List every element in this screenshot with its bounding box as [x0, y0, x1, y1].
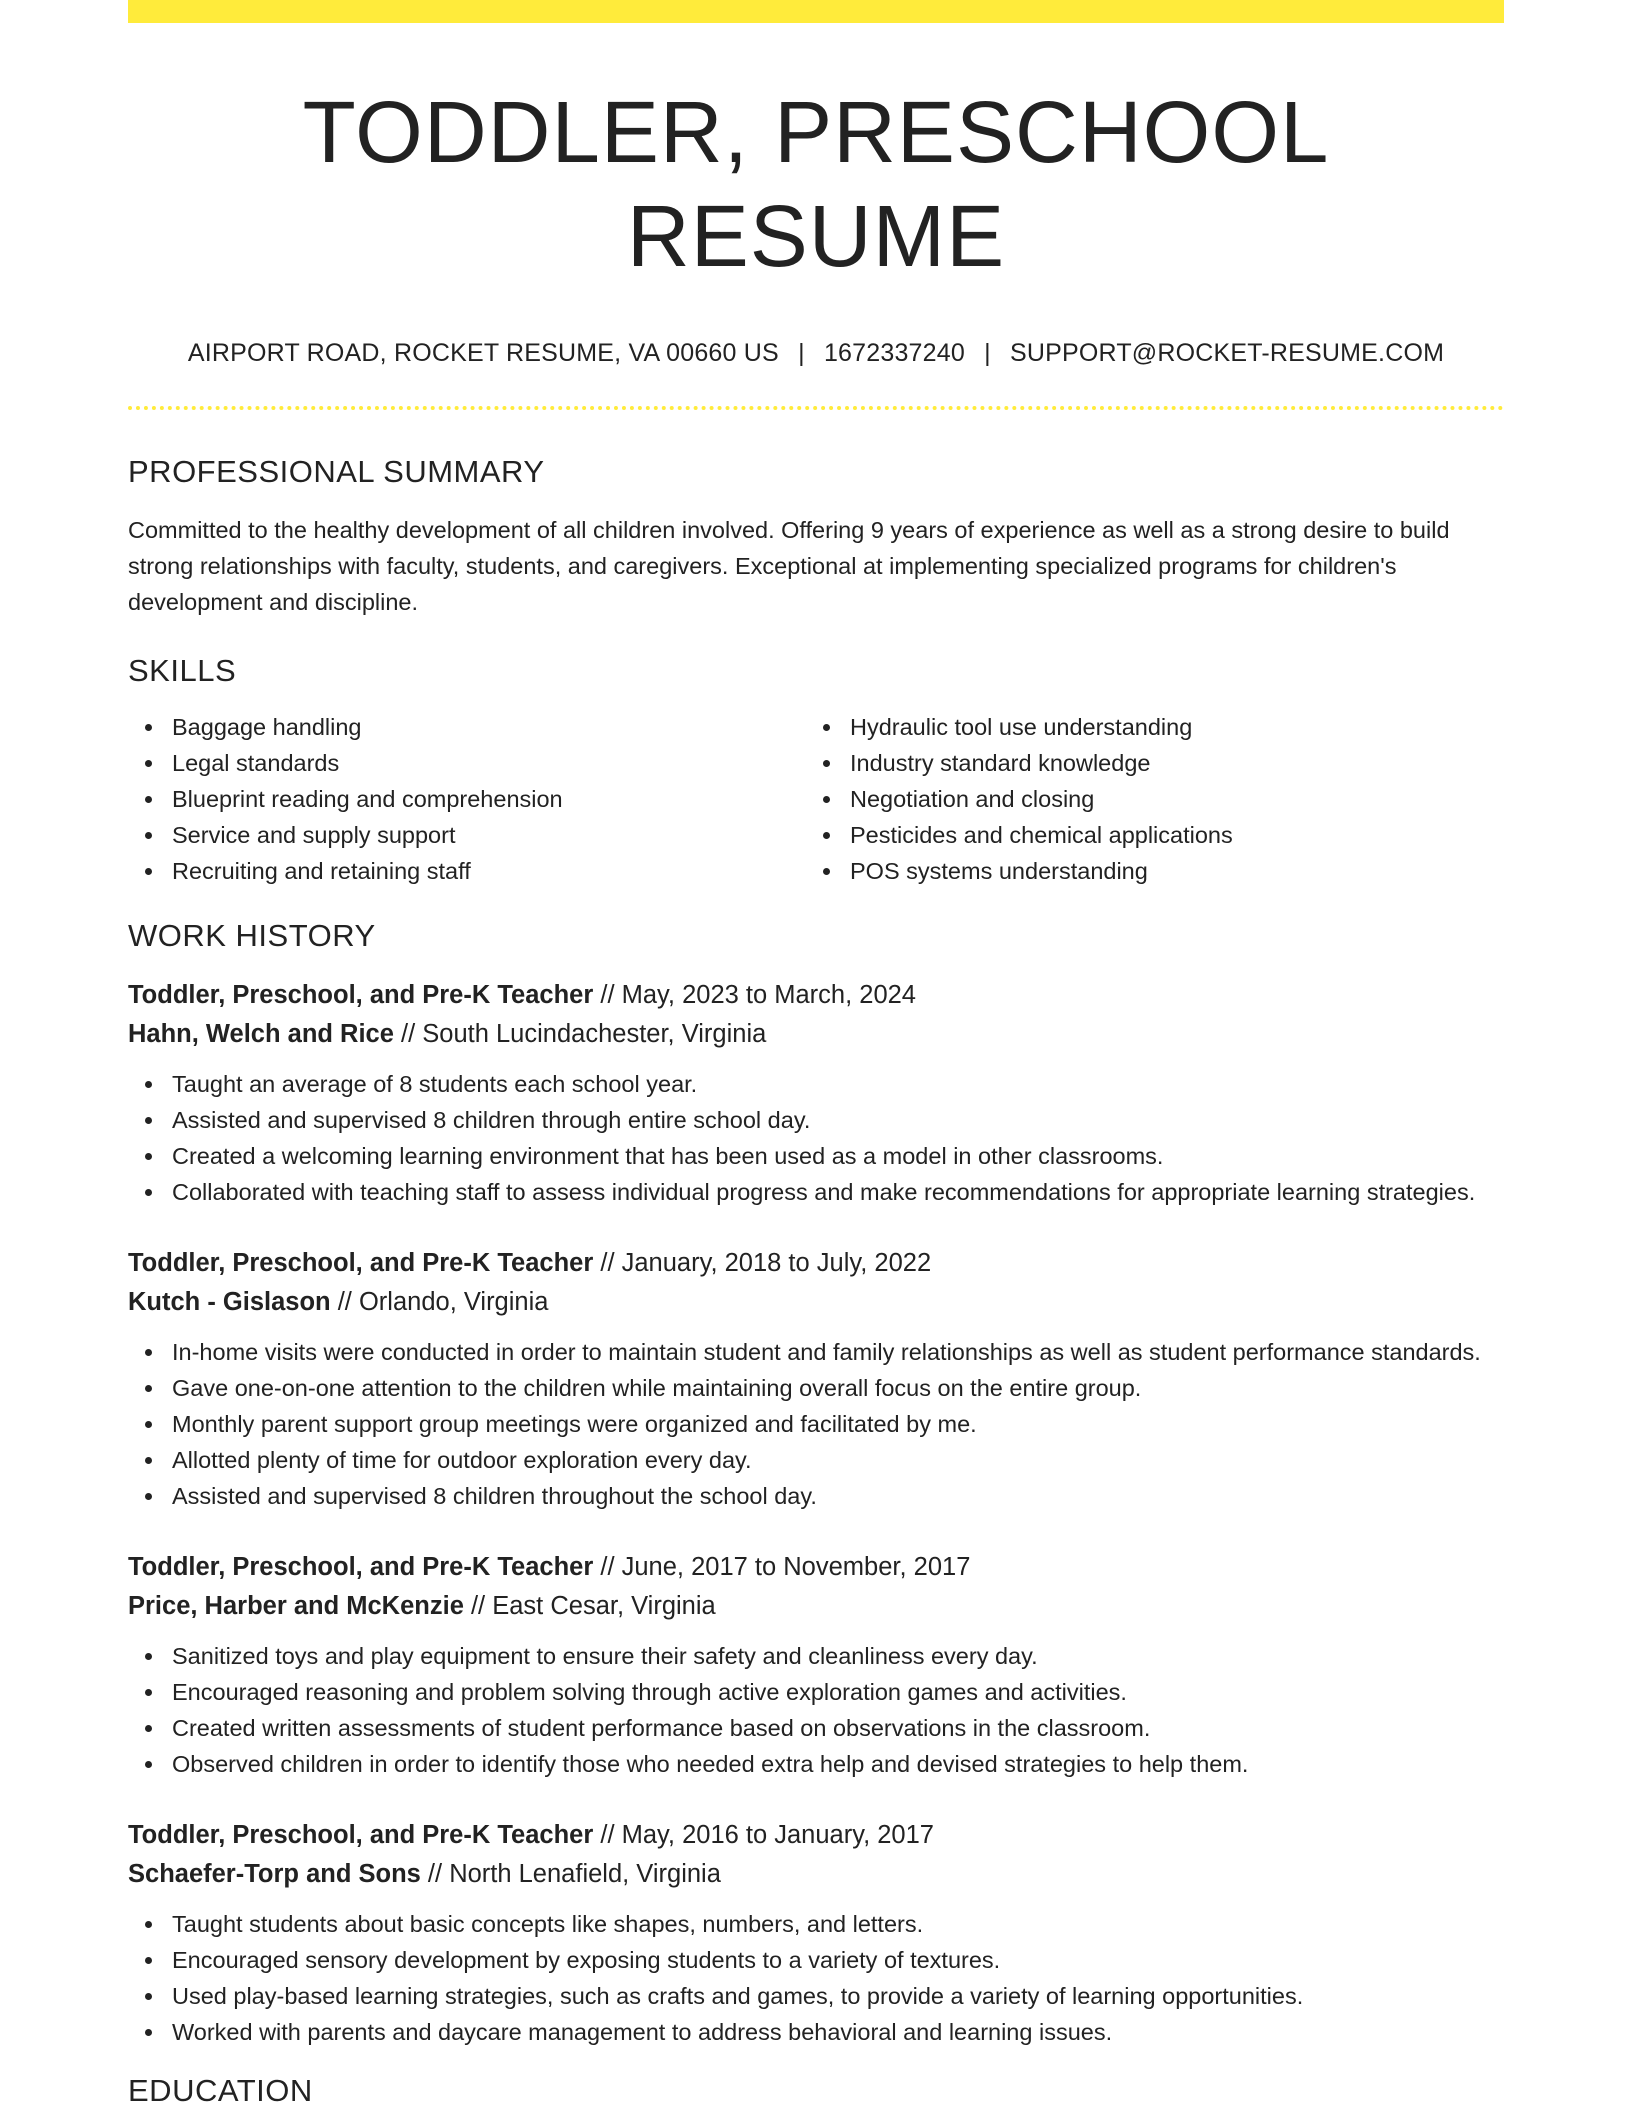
- job-company-line: [128, 1283, 1504, 1322]
- contact-separator: |: [798, 338, 805, 367]
- skills-column-right: [806, 709, 1484, 889]
- skill-item: Industry standard knowledge: [850, 745, 1484, 781]
- skill-item: Service and supply support: [172, 817, 806, 853]
- job-bullet: Used play-based learning strategies, such as crafts and games, to provide a variety of learning opportunities.: [172, 1978, 1504, 2014]
- job-company: Kutch - Gislason: [128, 1288, 331, 1317]
- job-company-line: [128, 1587, 1504, 1626]
- job-entry: [128, 1244, 1504, 1514]
- accent-top-bar: [128, 0, 1504, 23]
- job-entry: [128, 1548, 1504, 1782]
- job-bullets: [128, 1906, 1504, 2050]
- skills-heading: SKILLS: [128, 652, 237, 688]
- contact-email: SUPPORT@ROCKET-RESUME.COM: [1010, 338, 1445, 367]
- contact-separator: |: [984, 338, 991, 367]
- job-bullets: [128, 1638, 1504, 1782]
- job-bullets: [128, 1334, 1504, 1514]
- contact-phone: 1672337240: [823, 338, 965, 367]
- job-company: Schaefer-Torp and Sons: [128, 1860, 421, 1889]
- job-separator: //: [401, 1020, 423, 1049]
- job-role: Toddler, Preschool, and Pre-K Teacher: [128, 1553, 594, 1582]
- job-bullet: Gave one-on-one attention to the children while maintaining overall focus on the entire group.: [172, 1370, 1504, 1406]
- job-separator: //: [600, 1821, 622, 1850]
- job-bullet: Monthly parent support group meetings were organized and facilitated by me.: [172, 1406, 1504, 1442]
- job-dates: May, 2023 to March, 2024: [621, 981, 916, 1010]
- summary-heading: PROFESSIONAL SUMMARY: [128, 453, 545, 489]
- skill-item: Recruiting and retaining staff: [172, 853, 806, 889]
- job-entry: [128, 1816, 1504, 2050]
- job-bullet: Encouraged reasoning and problem solving through active exploration games and activities.: [172, 1674, 1504, 1710]
- job-role: Toddler, Preschool, and Pre-K Teacher: [128, 1249, 594, 1278]
- job-dates: June, 2017 to November, 2017: [621, 1553, 971, 1582]
- job-bullet: Assisted and supervised 8 children throughout the school day.: [172, 1478, 1504, 1514]
- job-entry: [128, 976, 1504, 1210]
- job-location: Orlando, Virginia: [358, 1288, 549, 1317]
- job-role: Toddler, Preschool, and Pre-K Teacher: [128, 1821, 594, 1850]
- job-bullet: Allotted plenty of time for outdoor exploration every day.: [172, 1442, 1504, 1478]
- skill-item: POS systems understanding: [850, 853, 1484, 889]
- contact-line: [128, 338, 1504, 368]
- skill-item: Pesticides and chemical applications: [850, 817, 1484, 853]
- job-bullet: Created written assessments of student performance based on observations in the classroom.: [172, 1710, 1504, 1746]
- job-bullet: Worked with parents and daycare management to address behavioral and learning issues.: [172, 2014, 1504, 2050]
- skills-list: [128, 709, 1504, 889]
- job-title-line: [128, 1548, 1504, 1587]
- job-separator: //: [470, 1592, 493, 1621]
- summary-text: Committed to the healthy development of all children involved. Offering 9 years of experience as well as a strong desire to build strong relationships with faculty, students, and caregivers. Exceptional at implementing specialized programs for children's development and discipline.: [128, 516, 1450, 615]
- job-location: East Cesar, Virginia: [492, 1592, 716, 1621]
- job-separator: //: [600, 1249, 622, 1278]
- job-separator: //: [600, 981, 622, 1010]
- job-dates: January, 2018 to July, 2022: [621, 1249, 932, 1278]
- job-bullet: Created a welcoming learning environment that has been used as a model in other classrooms.: [172, 1138, 1504, 1174]
- job-title-line: [128, 976, 1504, 1015]
- skill-item: Baggage handling: [172, 709, 806, 745]
- job-location: North Lenafield, Virginia: [449, 1860, 721, 1889]
- job-bullet: Sanitized toys and play equipment to ensure their safety and cleanliness every day.: [172, 1638, 1504, 1674]
- job-bullet: Taught students about basic concepts like shapes, numbers, and letters.: [172, 1906, 1504, 1942]
- job-role: Toddler, Preschool, and Pre-K Teacher: [128, 981, 594, 1010]
- resume-page: [128, 0, 1504, 2112]
- resume-title: TODDLER, PRESCHOOL RESUME: [302, 84, 1330, 286]
- job-bullet: In-home visits were conducted in order to maintain student and family relationships as well as student performance standards.: [172, 1334, 1504, 1370]
- job-title-line: [128, 1244, 1504, 1283]
- job-separator: //: [600, 1553, 622, 1582]
- job-separator: //: [427, 1860, 450, 1889]
- skill-item: Blueprint reading and comprehension: [172, 781, 806, 817]
- job-bullet: Taught an average of 8 students each school year.: [172, 1066, 1504, 1102]
- skills-column-left: [128, 709, 806, 889]
- job-dates: May, 2016 to January, 2017: [621, 1821, 934, 1850]
- job-company-line: [128, 1855, 1504, 1894]
- job-location: South Lucindachester, Virginia: [422, 1020, 767, 1049]
- job-company-line: [128, 1015, 1504, 1054]
- dotted-divider: [128, 406, 1504, 410]
- job-bullet: Encouraged sensory development by exposing students to a variety of textures.: [172, 1942, 1504, 1978]
- job-bullet: Observed children in order to identify those who needed extra help and devised strategies to help them.: [172, 1746, 1504, 1782]
- skill-item: Negotiation and closing: [850, 781, 1484, 817]
- skill-item: Legal standards: [172, 745, 806, 781]
- job-bullet: Assisted and supervised 8 children through entire school day.: [172, 1102, 1504, 1138]
- contact-address: AIRPORT ROAD, ROCKET RESUME, VA 00660 US: [187, 338, 779, 367]
- job-company: Hahn, Welch and Rice: [128, 1020, 394, 1049]
- skill-item: Hydraulic tool use understanding: [850, 709, 1484, 745]
- job-bullets: [128, 1066, 1504, 1210]
- job-separator: //: [337, 1288, 359, 1317]
- job-bullet: Collaborated with teaching staff to assess individual progress and make recommendations for appropriate learning strategies.: [172, 1174, 1504, 1210]
- job-title-line: [128, 1816, 1504, 1855]
- work-history-heading: WORK HISTORY: [128, 918, 376, 954]
- education-heading: EDUCATION: [128, 2073, 313, 2109]
- job-company: Price, Harber and McKenzie: [128, 1592, 464, 1621]
